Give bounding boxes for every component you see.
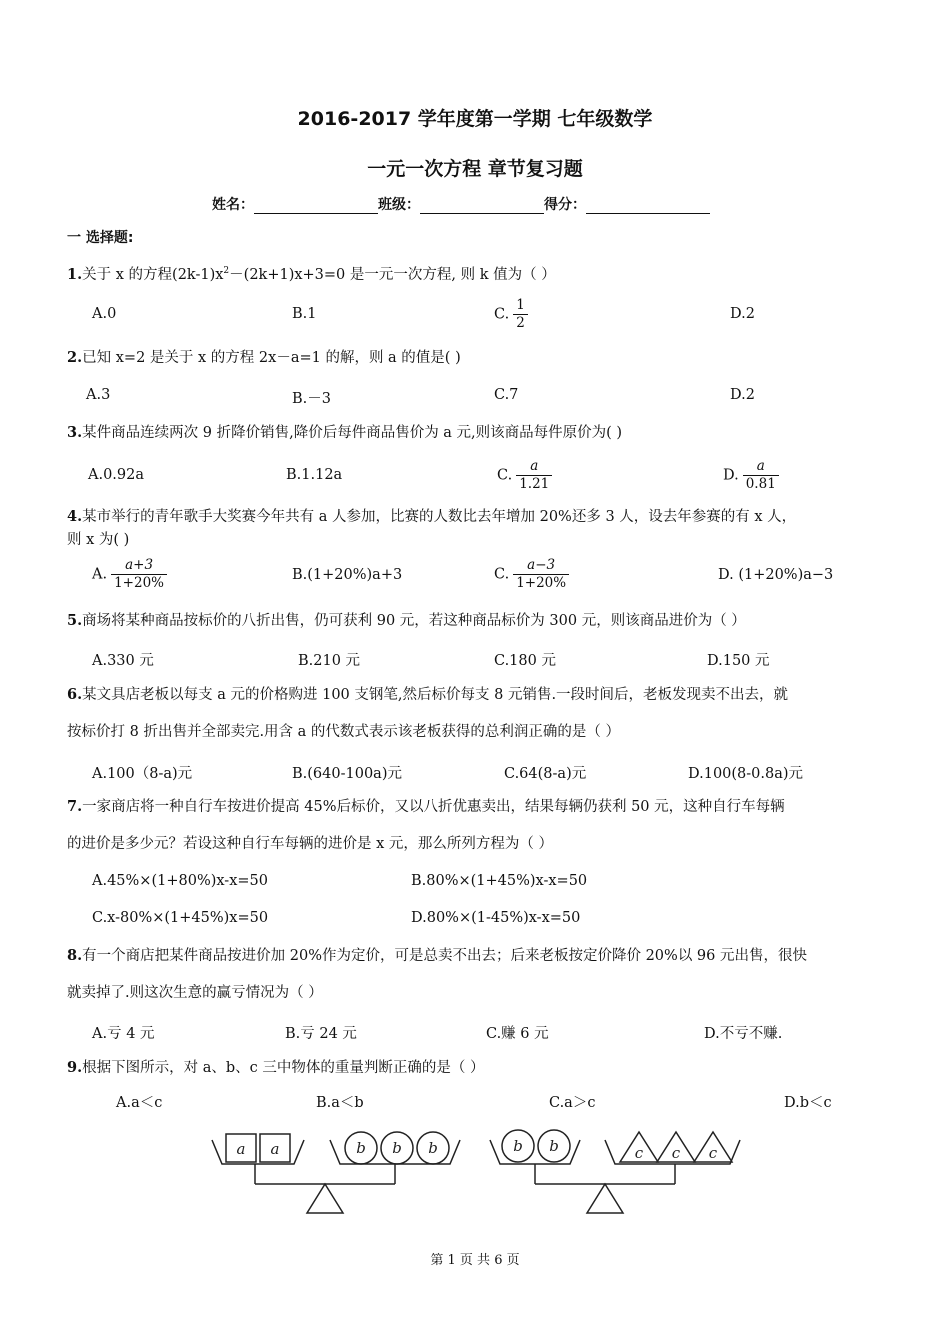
name-field[interactable] [254, 199, 378, 214]
question-text: 某市举行的青年歌手大奖赛今年共有 a 人参加，比赛的人数比去年增加 20%还多 3 人，设去年参赛的有 x 人， [82, 509, 797, 525]
q8-option-b[interactable]: B.亏 24 元 [285, 1026, 357, 1042]
option-prefix: C. [497, 467, 513, 484]
q4-option-b[interactable]: B.(1+20%)a+3 [292, 567, 403, 583]
student-info-row [212, 194, 710, 214]
q3-option-d[interactable] [723, 458, 779, 493]
q4-option-c[interactable] [494, 557, 569, 592]
weight-label: c [634, 1144, 644, 1162]
fraction [743, 458, 779, 493]
exponent: 2 [223, 266, 230, 276]
balance-scale-left [212, 1132, 460, 1213]
question-text: 某件商品连续两次 9 折降价销售,降价后每件商品售价为 a 元,则该商品每件原价为( ) [82, 425, 623, 441]
name-label: 姓名： [212, 197, 254, 213]
question-text-line2: 则 x 为( ) [67, 532, 130, 548]
weight-label: b [392, 1139, 402, 1157]
q3-option-b[interactable]: B.1.12a [286, 467, 343, 483]
fraction [513, 557, 569, 592]
fraction [516, 458, 552, 493]
question-text: －(2k+1)x+3=0 是一元一次方程, 则 k 值为（ ） [229, 266, 556, 283]
q9-option-b[interactable]: B.a＜b [316, 1095, 364, 1111]
question-text: 某文具店老板以每支 a 元的价格购进 100 支钢笔,然后标价每支 8 元销售.一段时间后，老板发现卖不出去，就 [82, 687, 789, 703]
q5-option-c[interactable]: C.180 元 [494, 653, 556, 669]
fraction [111, 557, 167, 592]
fraction-denominator: 2 [516, 315, 525, 331]
question-number: 9. [67, 1059, 83, 1076]
q1-option-b[interactable]: B.1 [292, 306, 317, 322]
q6-option-c[interactable]: C.64(8-a)元 [504, 766, 587, 782]
q7-option-c[interactable]: C.x-80%×(1+45%)x=50 [92, 910, 269, 926]
option-prefix: D. [723, 467, 739, 484]
page-subtitle: 一元一次方程 章节复习题 [367, 158, 583, 180]
q5-option-b[interactable]: B.210 元 [298, 653, 361, 669]
weight-label: c [708, 1144, 718, 1162]
question-number: 5. [67, 612, 83, 629]
page-title: 2016-2017 学年度第一学期 七年级数学 [297, 108, 653, 130]
question-1 [67, 253, 887, 294]
question-6 [67, 676, 887, 751]
weight-label: c [671, 1144, 681, 1162]
q1-option-d[interactable]: D.2 [730, 306, 755, 322]
q8-option-d[interactable]: D.不亏不赚. [704, 1026, 783, 1042]
q1-option-c[interactable] [494, 297, 528, 332]
question-text: 商场将某种商品按标价的八折出售，仍可获利 90 元，若这种商品标价为 300 元，则该商品进价为（ ） [82, 613, 746, 629]
fraction [513, 297, 528, 332]
question-number: 3. [67, 424, 83, 441]
q3-option-c[interactable] [497, 458, 552, 493]
question-number: 8. [67, 947, 83, 964]
question-number: 2. [67, 349, 83, 366]
q5-option-a[interactable]: A.330 元 [92, 653, 154, 669]
fraction-numerator: a [516, 458, 552, 476]
question-5 [67, 602, 887, 640]
q2-option-b[interactable]: B.－3 [292, 391, 331, 407]
question-8 [67, 937, 887, 1012]
class-field[interactable] [420, 199, 544, 214]
question-2 [67, 339, 887, 377]
fulcrum-triangle [587, 1184, 623, 1213]
question-text: 一家商店将一种自行车按进价提高 45%后标价，又以八折优惠卖出，结果每辆仍获利 50 元，这种自行车每辆 [82, 799, 785, 815]
weight-label: b [428, 1139, 438, 1157]
q9-option-c[interactable]: C.a＞c [549, 1095, 596, 1111]
weight-label: a [270, 1140, 280, 1158]
score-field[interactable] [586, 199, 710, 214]
q3-option-a[interactable]: A.0.92a [88, 467, 145, 483]
question-number: 7. [67, 798, 83, 815]
weight-label: a [236, 1140, 246, 1158]
fulcrum-triangle [307, 1184, 343, 1213]
question-9 [67, 1049, 887, 1087]
balance-figure [200, 1118, 760, 1218]
class-label: 班级： [378, 197, 420, 213]
q6-option-b[interactable]: B.(640-100a)元 [292, 766, 402, 782]
balance-scale-right [490, 1130, 740, 1213]
fraction-numerator: a+3 [111, 557, 167, 575]
option-prefix: C. [494, 566, 510, 583]
question-number: 4. [67, 508, 83, 525]
question-text-line2: 就卖掉了.则这次生意的赢亏情况为（ ） [67, 985, 323, 1001]
q7-option-d[interactable]: D.80%×(1-45%)x-x=50 [411, 910, 581, 926]
weight-label: b [513, 1137, 523, 1155]
q6-option-a[interactable]: A.100（8-a)元 [92, 766, 193, 782]
q2-option-a[interactable]: A.3 [86, 387, 111, 403]
question-text-line2: 按标价打 8 折出售并全部卖完.用含 a 的代数式表示该老板获得的总利润正确的是（ ） [67, 724, 621, 740]
page-number: 第 1 页 共 6 页 [430, 1253, 520, 1268]
fraction-denominator: 1+20% [516, 575, 567, 591]
fraction-numerator: a−3 [513, 557, 569, 575]
question-text: 关于 x 的方程(2k-1)x [82, 266, 224, 283]
question-text-line2: 的进价是多少元？若设这种自行车每辆的进价是 x 元，那么所列方程为（ ） [67, 836, 554, 852]
q8-option-c[interactable]: C.赚 6 元 [486, 1026, 549, 1042]
fraction-denominator: 1+20% [114, 575, 165, 591]
question-number: 1. [67, 265, 83, 283]
q5-option-d[interactable]: D.150 元 [707, 653, 770, 669]
question-4 [67, 498, 887, 559]
q6-option-d[interactable]: D.100(8-0.8a)元 [688, 766, 804, 782]
q9-option-d[interactable]: D.b＜c [784, 1095, 832, 1111]
option-prefix: C. [494, 306, 510, 323]
score-label: 得分： [544, 197, 586, 213]
q2-option-d[interactable]: D.2 [730, 387, 755, 403]
fraction-denominator: 1.21 [519, 476, 550, 492]
q7-option-b[interactable]: B.80%×(1+45%)x-x=50 [411, 873, 588, 889]
q8-option-a[interactable]: A.亏 4 元 [92, 1026, 155, 1042]
q9-option-a[interactable]: A.a＜c [116, 1095, 163, 1111]
q4-option-a[interactable] [92, 557, 167, 592]
q4-option-d[interactable]: D. (1+20%)a−3 [718, 567, 834, 583]
q7-option-a[interactable]: A.45%×(1+80%)x-x=50 [92, 873, 268, 889]
fraction-numerator: 1 [513, 297, 528, 315]
question-number: 6. [67, 686, 83, 703]
q1-option-a[interactable]: A.0 [92, 306, 117, 322]
question-text: 有一个商店把某件商品按进价加 20%作为定价，可是总卖不出去；后来老板按定价降价 20%以 96 元出售，很快 [82, 948, 807, 964]
section-title: 一 选择题: [67, 230, 134, 246]
option-prefix: A. [92, 566, 108, 583]
question-text: 已知 x=2 是关于 x 的方程 2x－a=1 的解，则 a 的值是( ) [82, 350, 461, 366]
question-3 [67, 414, 887, 452]
fraction-numerator: a [743, 458, 779, 476]
question-7 [67, 788, 887, 863]
fraction-denominator: 0.81 [745, 476, 776, 492]
weight-label: b [356, 1139, 366, 1157]
q2-option-c[interactable]: C.7 [494, 387, 519, 403]
question-text: 根据下图所示，对 a、b、c 三中物体的重量判断正确的是（ ） [82, 1060, 485, 1076]
weight-label: b [549, 1137, 559, 1155]
